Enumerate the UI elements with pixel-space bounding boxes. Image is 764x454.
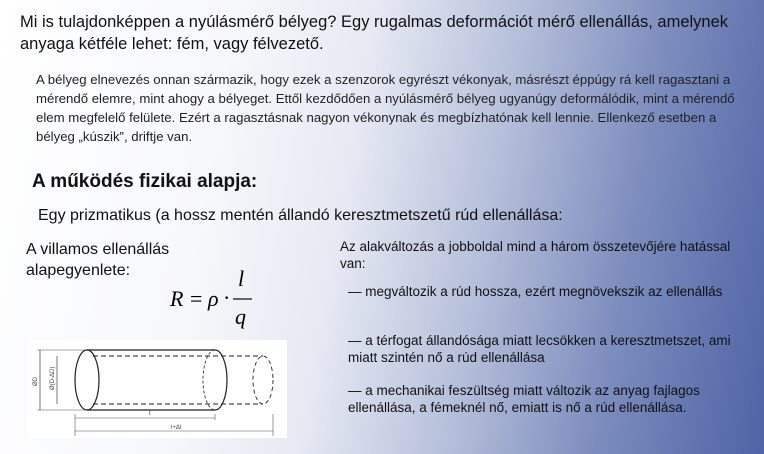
- label-d: ØD: [33, 377, 39, 386]
- intro-paragraph: A bélyeg elnevezés onnan származik, hogy ezek a szenzorok egyrészt vékonyak, másrészt éppúgy rá kell ragasztani a mérendő elemre, mint ahogy a bélyeget. Ettől kezdődően a nyúlásmérő bélyeg ugyanúgy deformálódik, mint a mérendő elem megfelelő felülete. Ezért a ragasztásnak nagyon vékonynak és megbízhatónak kell lennie. Ellenkező esetben a bélyeg „kúszik”, driftje van.: [36, 72, 735, 144]
- bullet-resistivity: — a mechanikai feszültség miatt változik az anyag fajlagos ellenállása, a fémeknél nő, emiatt is nő a rúd ellenállása.: [348, 383, 700, 415]
- resistance-formula: [170, 268, 280, 337]
- rod-diagram: [27, 340, 287, 438]
- deformed-end: [253, 356, 273, 404]
- equation-label: A villamos ellenállás alapegyenlete:: [26, 241, 170, 279]
- formula-numerator: l: [238, 268, 245, 291]
- section-subheading: Egy prizmatikus (a hossz mentén állandó keresztmetszetű rúd ellenállása:: [38, 207, 563, 224]
- label-l: l: [149, 410, 151, 417]
- section-heading: A működés fizikai alapja:: [32, 171, 258, 192]
- formula-rho: ρ: [208, 286, 219, 311]
- label-dd: Ø(D-ΔD): [50, 366, 56, 390]
- formula-denominator: q: [235, 304, 246, 329]
- rod-end-right: [215, 350, 227, 410]
- formula-equals: =: [190, 286, 203, 311]
- formula-dot: ·: [223, 285, 231, 310]
- rod-end-left: [75, 350, 99, 410]
- slide-title: Mi is tulajdonképpen a nyúlásmérő bélyeg? Egy rugalmas deformációt mérő ellenállás, amelynek anyaga kétféle lehet: fém, vagy félvezető.: [20, 13, 729, 53]
- deformation-intro: Az alakváltozás a jobboldal mind a három összetevőjére hatással van:: [340, 239, 731, 271]
- bullet-cross-section: — a térfogat állandósága miatt lecsökken a keresztmetszet, ami miatt szintén nő a rúd ellenállása: [348, 333, 731, 365]
- label-ldl: l+Δl: [171, 425, 182, 431]
- formula-lhs: R: [170, 286, 184, 311]
- bullet-length: — megváltozik a rúd hossza, ezért megnövekszik az ellenállás: [348, 284, 723, 299]
